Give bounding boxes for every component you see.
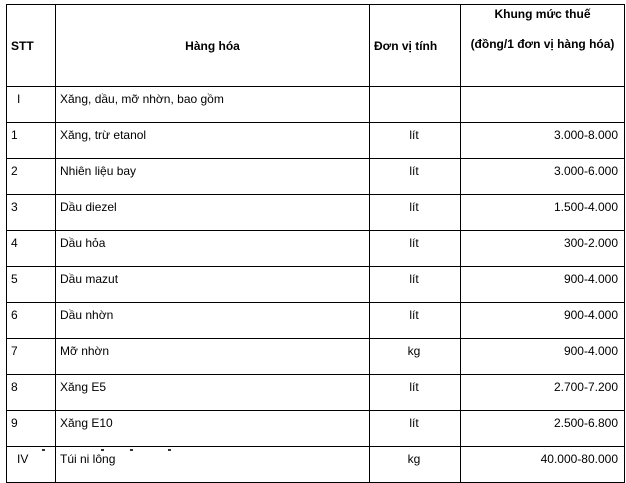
header-goods: Hàng hóa bbox=[56, 5, 370, 87]
cell-goods: Mỡ nhờn bbox=[56, 339, 370, 375]
cell-stt: 3 bbox=[7, 195, 56, 231]
cell-unit: lít bbox=[370, 267, 461, 303]
table-row bbox=[7, 411, 625, 447]
table-row bbox=[7, 231, 625, 267]
cell-stt: 6 bbox=[7, 303, 56, 339]
header-unit: Đơn vị tính bbox=[370, 5, 461, 87]
cell-stt: 1 bbox=[7, 123, 56, 159]
cell-goods: Nhiên liệu bay bbox=[56, 159, 370, 195]
cell-unit: kg bbox=[370, 447, 461, 483]
header-tax-rate-subtitle: (đồng/1 đơn vị hàng hóa) bbox=[470, 37, 615, 51]
cell-tax-rate: 3.000-8.000 bbox=[461, 123, 625, 159]
cell-unit: lít bbox=[370, 375, 461, 411]
table-row bbox=[7, 375, 625, 411]
header-tax-rate bbox=[461, 5, 625, 87]
cell-unit: lít bbox=[370, 195, 461, 231]
table-row bbox=[7, 267, 625, 303]
cell-stt: 7 bbox=[7, 339, 56, 375]
cell-tax-rate: 2.500-6.800 bbox=[461, 411, 625, 447]
table-row bbox=[7, 159, 625, 195]
cell-stt: IV bbox=[7, 447, 56, 483]
cell-tax-rate: 300-2.000 bbox=[461, 231, 625, 267]
table-header-row bbox=[7, 5, 625, 87]
cell-tax-rate: 900-4.000 bbox=[461, 339, 625, 375]
header-tax-rate-title: Khung mức thuế bbox=[494, 7, 591, 21]
header-stt: STT bbox=[7, 5, 56, 87]
cell-unit: kg bbox=[370, 339, 461, 375]
cell-tax-rate: 3.000-6.000 bbox=[461, 159, 625, 195]
cell-tax-rate: 1.500-4.000 bbox=[461, 195, 625, 231]
cell-tax-rate: 40.000-80.000 bbox=[461, 447, 625, 483]
cell-stt: 5 bbox=[7, 267, 56, 303]
cell-tax-rate bbox=[461, 87, 625, 123]
tax-rate-table bbox=[6, 4, 625, 483]
cell-goods: Dầu diezel bbox=[56, 195, 370, 231]
cell-stt: 4 bbox=[7, 231, 56, 267]
cell-tax-rate: 900-4.000 bbox=[461, 303, 625, 339]
cell-stt: I bbox=[7, 87, 56, 123]
table-row bbox=[7, 339, 625, 375]
cell-stt: 2 bbox=[7, 159, 56, 195]
cell-goods: Xăng, dầu, mỡ nhờn, bao gồm bbox=[56, 87, 370, 123]
cell-goods: Dầu nhờn bbox=[56, 303, 370, 339]
cell-unit bbox=[370, 87, 461, 123]
cell-unit: lít bbox=[370, 123, 461, 159]
cell-stt: 9 bbox=[7, 411, 56, 447]
cell-stt: 8 bbox=[7, 375, 56, 411]
table-row bbox=[7, 87, 625, 123]
cell-goods: Xăng, trừ etanol bbox=[56, 123, 370, 159]
cell-tax-rate: 900-4.000 bbox=[461, 267, 625, 303]
table-row bbox=[7, 123, 625, 159]
table-row bbox=[7, 195, 625, 231]
table-row bbox=[7, 303, 625, 339]
cell-goods: Dầu mazut bbox=[56, 267, 370, 303]
cut-off-next-line-fragments bbox=[0, 449, 626, 453]
cell-goods: Túi ni lông bbox=[56, 447, 370, 483]
cell-unit: lít bbox=[370, 303, 461, 339]
cell-unit: lít bbox=[370, 231, 461, 267]
cell-goods: Dầu hỏa bbox=[56, 231, 370, 267]
cell-unit: lít bbox=[370, 159, 461, 195]
cell-unit: lít bbox=[370, 411, 461, 447]
cell-goods: Xăng E10 bbox=[56, 411, 370, 447]
cell-tax-rate: 2.700-7.200 bbox=[461, 375, 625, 411]
cell-goods: Xăng E5 bbox=[56, 375, 370, 411]
